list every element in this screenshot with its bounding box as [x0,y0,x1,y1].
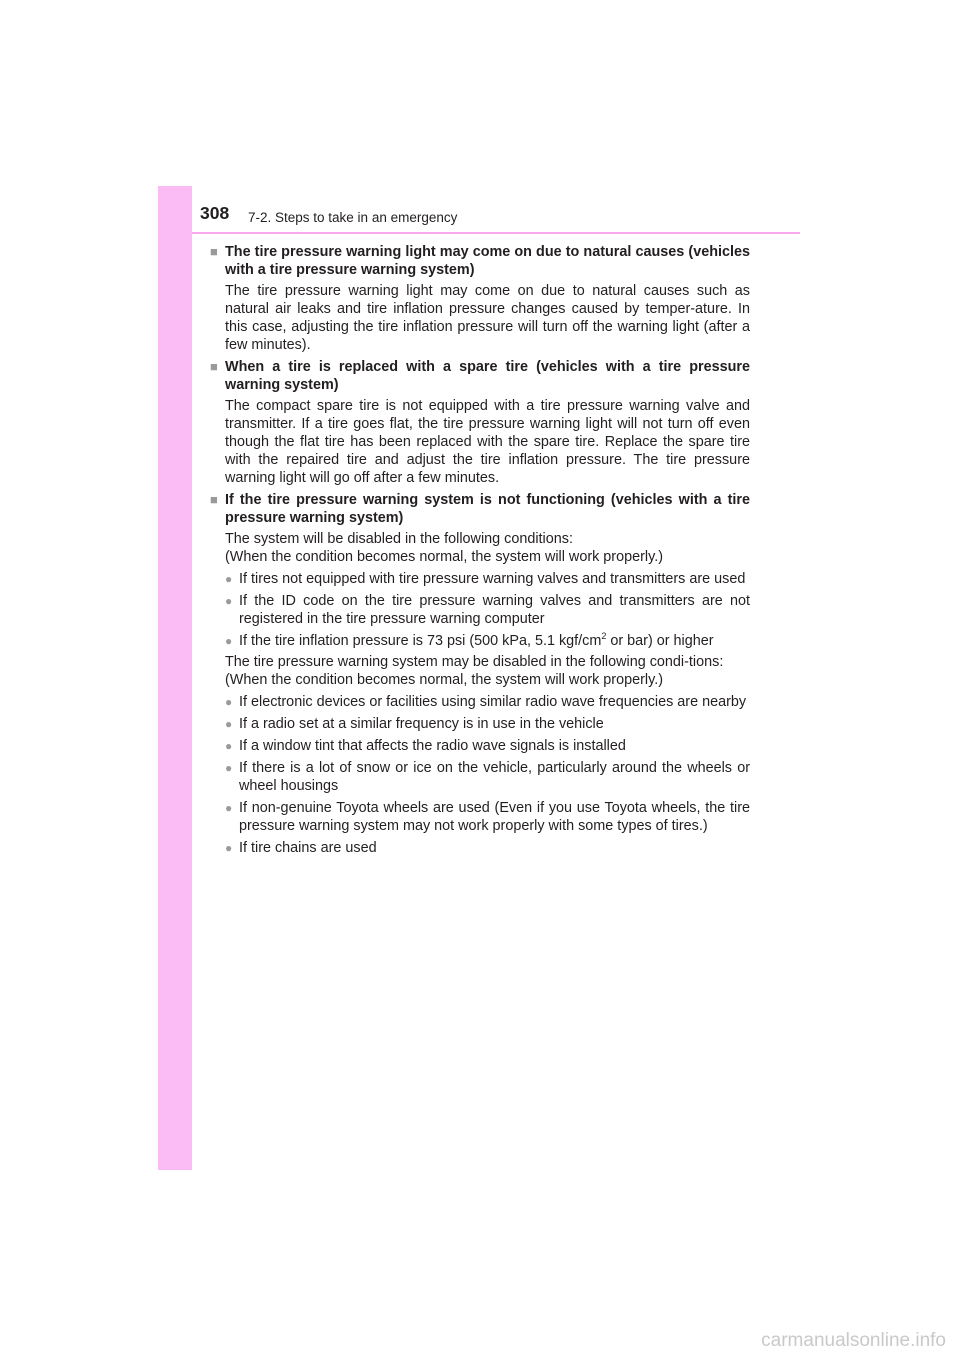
circle-bullet-icon: ● [225,739,233,753]
section-natural-causes [210,243,750,354]
section-paragraph: The tire pressure warning light may come on due to natural causes such as natural air leaks and tire inflation pressure changes caused by temper-ature. In this case, adjusting the tire inflation pressure will turn off the warning light (after a few minutes). [225,283,750,353]
list-item: ● If the tire inflation pressure is 73 psi (500 kPa, 5.1 kgf/$cm^2$ or bar) or higher [225,631,714,649]
site-watermark: carmanualsonline.info [761,1330,946,1351]
list-item: ● If the ID code on the tire pressure warning valves and transmitters are not registered in the tire pressure warning computer [225,593,750,627]
header-divider [192,232,800,234]
section-heading: ■ When a tire is replaced with a spare tire (vehicles with a tire pressure warning system) [210,359,750,393]
chapter-sidebar-tab [158,186,192,1170]
circle-bullet-icon: ● [225,717,233,731]
list-item: ● If a window tint that affects the radio wave signals is installed [225,738,626,754]
square-bullet-icon: ■ [210,492,218,507]
section-heading: ■ If the tire pressure warning system is not functioning (vehicles with a tire pressure warning system) [210,492,750,526]
circle-bullet-icon: ● [225,572,233,586]
square-bullet-icon: ■ [210,359,218,374]
list-item: ● If a radio set at a similar frequency is in use in the vehicle [225,716,604,732]
circle-bullet-icon: ● [225,841,233,855]
circle-bullet-icon: ● [225,801,233,815]
page-content [210,243,750,861]
list-item: ● If there is a lot of snow or ice on the vehicle, particularly around the wheels or wheel housings [225,760,750,794]
circle-bullet-icon: ● [225,695,233,709]
section-system-not-functioning [210,491,750,857]
list-item: ● If tires not equipped with tire pressure warning valves and transmitters are used [225,571,746,587]
circle-bullet-icon: ● [225,594,233,608]
circle-bullet-icon: ● [225,761,233,775]
list-item: ● If tire chains are used [225,840,377,856]
circle-bullet-icon: ● [225,634,233,648]
section-paragraph: The compact spare tire is not equipped with a tire pressure warning valve and transmitter. If a tire goes flat, the tire pressure warning light will not turn off even though the flat tire has been replaced with the spare tire. Replace the spare tire with the repaired tire and adjust the tire inflation pressure. The tire pressure warning light will go off after a few minutes. [225,398,750,486]
section-paragraph: The tire pressure warning system may be disabled in the following condi-tions: (When the condition becomes normal, the system will work properly.) [225,654,724,688]
list-item: ● If non-genuine Toyota wheels are used (Even if you use Toyota wheels, the tire pressure warning system may not work properly with some types of tires.) [225,800,750,834]
page-header [158,186,800,234]
section-spare-tire [210,358,750,487]
page-number: 308 [200,203,230,223]
section-title: 7-2. Steps to take in an emergency [248,210,458,225]
square-bullet-icon: ■ [210,244,218,259]
section-heading: ■ The tire pressure warning light may come on due to natural causes (vehicles with a tire pressure warning system) [210,244,750,278]
list-item: ● If electronic devices or facilities using similar radio wave frequencies are nearby [225,694,747,710]
section-paragraph: The system will be disabled in the following conditions: (When the condition becomes normal, the system will work properly.) [225,531,664,565]
